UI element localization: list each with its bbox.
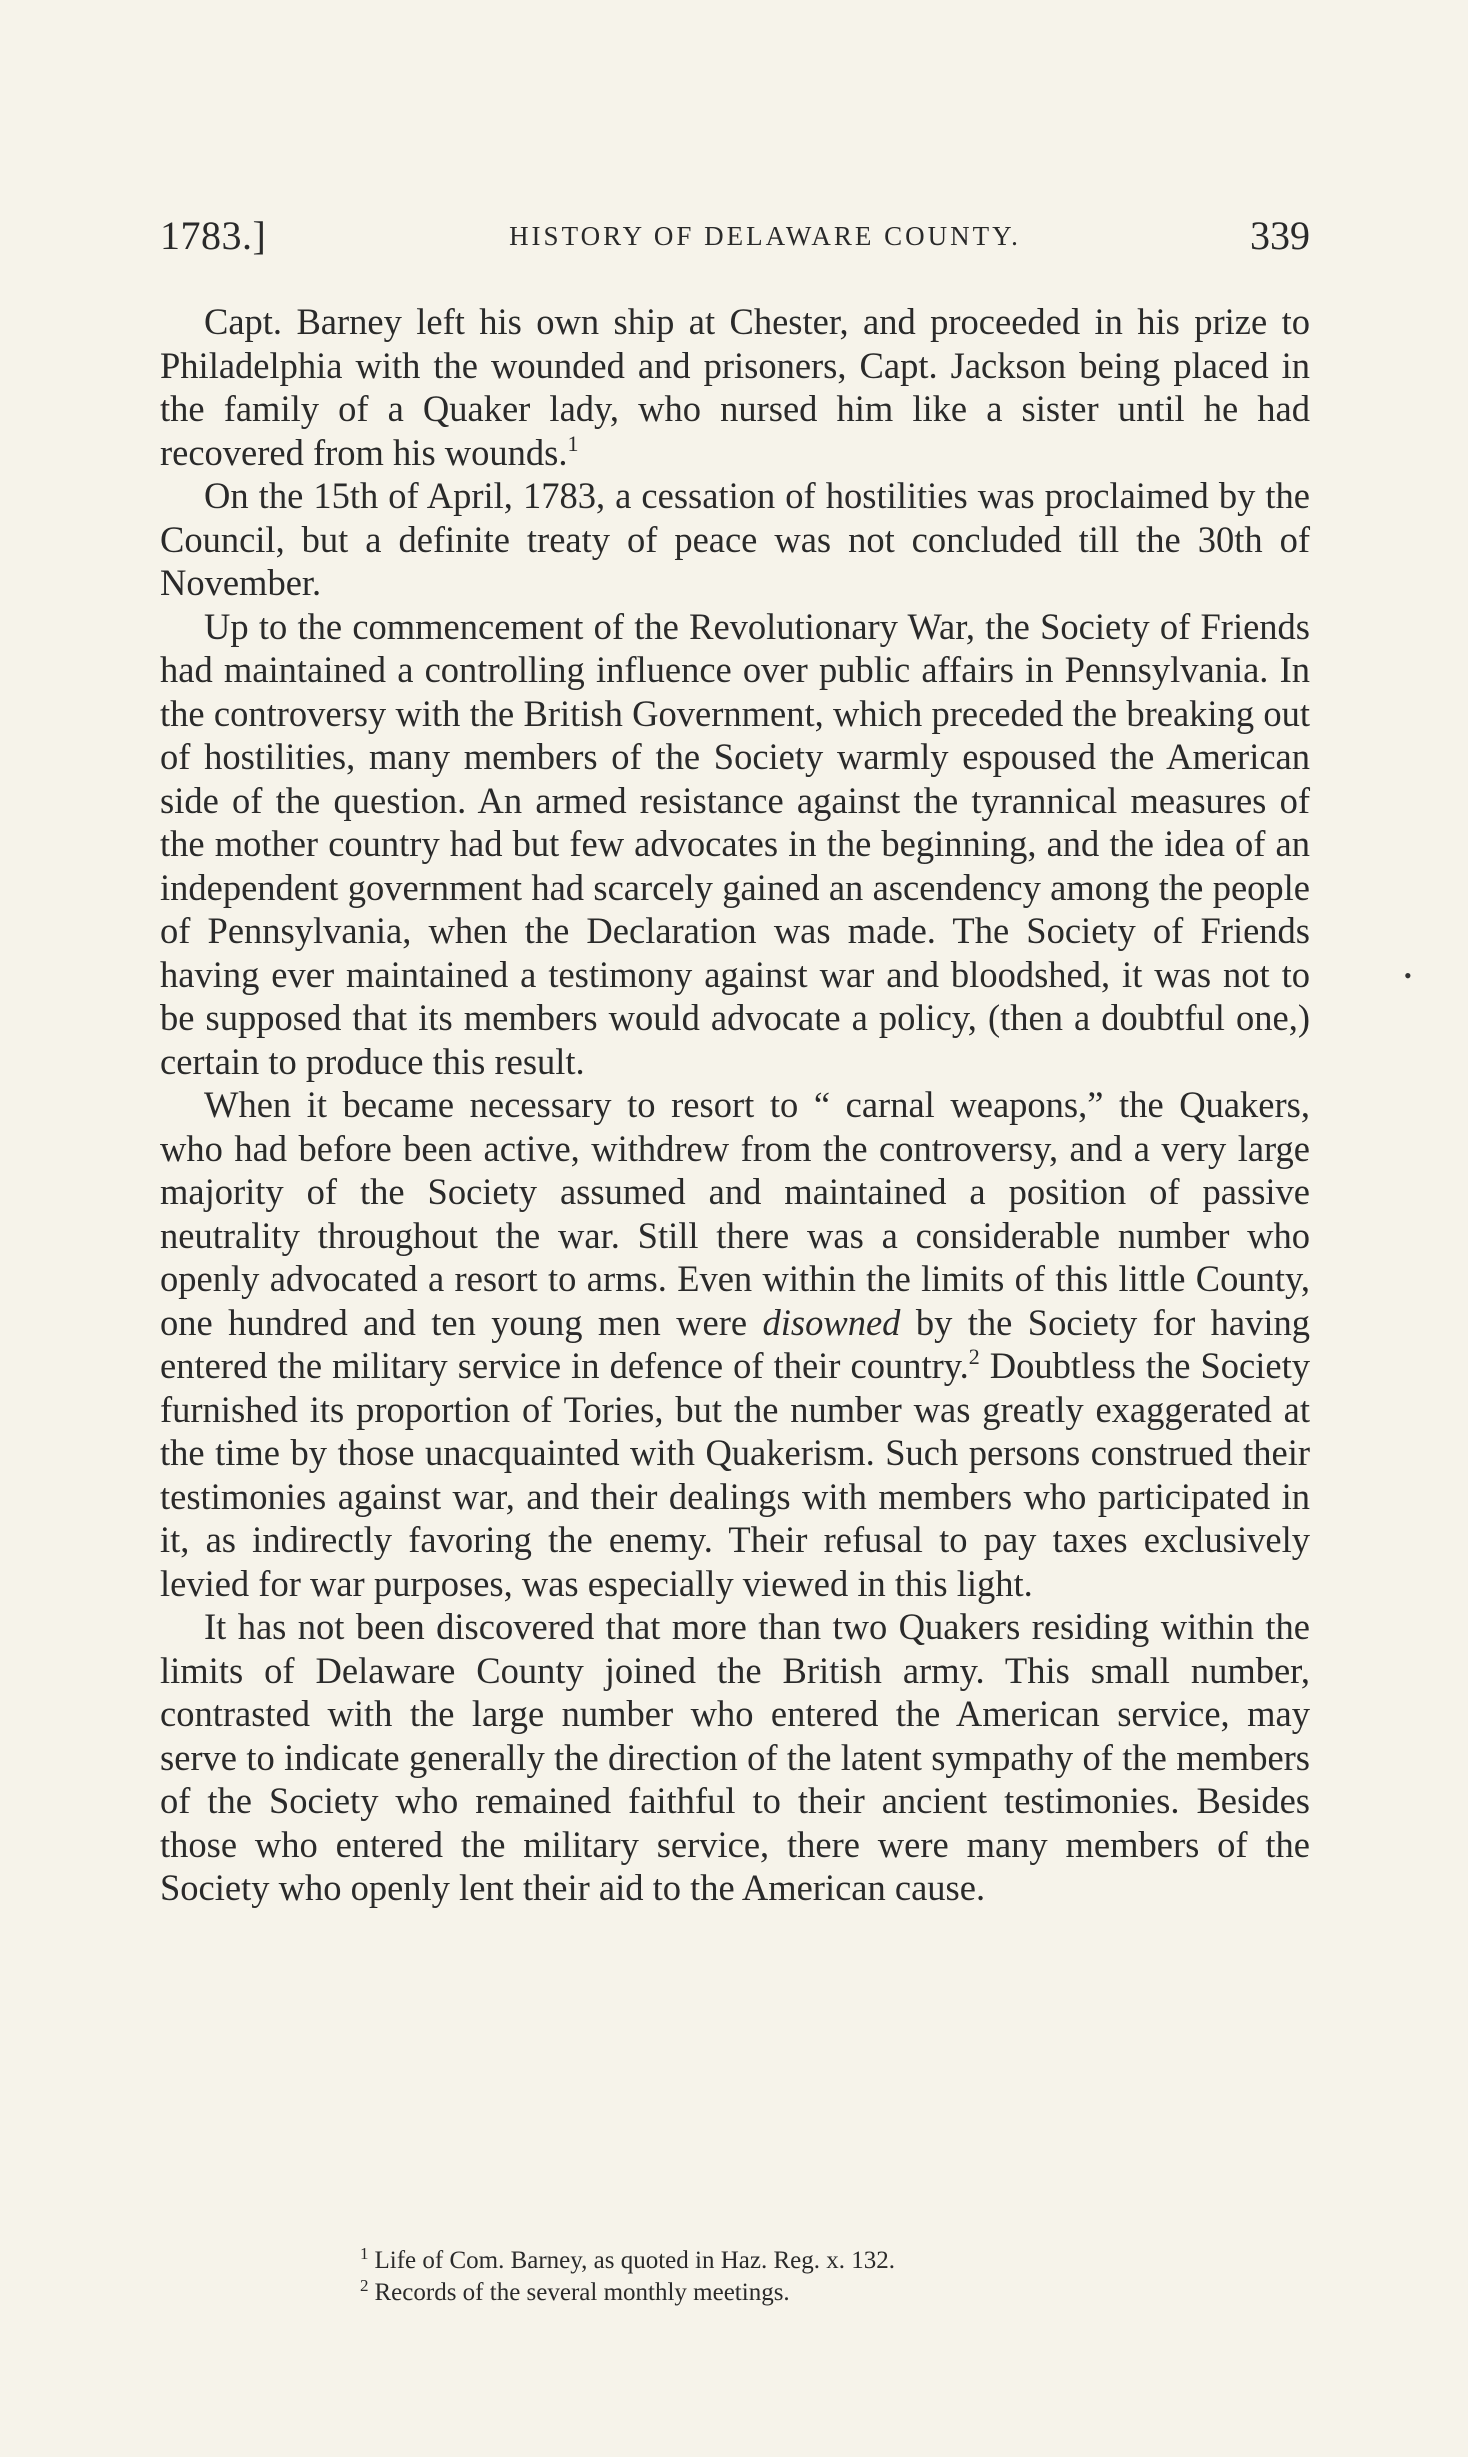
header-title: HISTORY OF DELAWARE COUNTY. (509, 221, 1021, 251)
footnote-marker-1: 1 (360, 2244, 369, 2263)
paragraph-3: Up to the commencement of the Revolutionary War, the Society of Friends had maintained a controlling influence over public affairs in Pennsylvania. In the controversy with the British Government, which preceded the breaking out of hostilities, many members of the Society warmly espoused the American side of the question. An armed resistance against the tyrannical measures of the mother country had but few advocates in the beginning, and the idea of an independent government had scarcely gained an ascendency among the people of Pennsylvania, when the Declaration was made. The Society of Friends having ever maintained a testimony against war and bloodshed, it was not to be supposed that its members would advocate a policy, (then a doubtful one,) certain to produce this result. (160, 605, 1310, 1082)
paragraph-1-text: Capt. Barney left his own ship at Chester, and proceeded in his prize to Philadelphia with the wounded and prisoners, Capt. Jackson being placed in the family of a Quaker lady, who nursed him like a sister until he had recovered from his wounds. (160, 301, 1310, 473)
footnote-text-2: Records of the several monthly meetings. (374, 2279, 790, 2306)
paragraph-4-text-a: When it became necessary to resort to “ carnal weapons,” the Quakers, who had before been active, withdrew from the controversy, and a very large majority of the Society assumed and maintained a position of passive neutrality throughout the war. Still there was a considerable number who openly advocated a resort to arms. Even within the limits of this little County, one hundred and ten young men were (160, 1084, 1310, 1343)
paragraph-4-text-c: Doubtless the Society furnished its proportion of Tories, but the number was greatly exaggerated at the time by those unacquainted with Quakerism. Such persons construed their testimonies against war, and their dealings with members who participated in it, as indirectly favoring the enemy. Their refusal to pay taxes exclusively levied for war purposes, was especially viewed in this light. (160, 1345, 1310, 1604)
page-number: 339 (1250, 213, 1310, 258)
paragraph-5: It has not been discovered that more than two Quakers residing within the limits of Delaware County joined the British army. This small number, contrasted with the large number who entered the American service, may serve to indicate generally the direction of the latent sympathy of the members of the Society who remained faithful to their ancient testimonies. Besides those who entered the military service, there were many members of the Society who openly lent their aid to the American cause. (160, 1606, 1310, 1908)
running-head (160, 212, 1310, 262)
margin-mark: • (1404, 963, 1412, 988)
paragraph-4-text-b: by the Society for having entered the military service in defence of their country. (160, 1301, 1310, 1386)
footnotes (160, 2245, 1310, 2309)
paragraph-4 (160, 1083, 1310, 1605)
italic-word: disowned (762, 1301, 901, 1343)
paragraph-2: On the 15th of April, 1783, a cessation of hostilities was proclaimed by the Council, but a definite treaty of peace was not concluded till the 30th of November. (160, 475, 1310, 603)
footnote-text-1: Life of Com. Barney, as quoted in Haz. Reg. x. 132. (374, 2247, 895, 2274)
paragraph-1 (160, 300, 1310, 474)
footnote-1 (160, 2245, 1310, 2277)
header-year: 1783.] (160, 213, 267, 258)
body-text (160, 300, 1310, 1910)
footnote-marker-2: 2 (360, 2276, 369, 2295)
footnote-2 (160, 2277, 1310, 2309)
footnote-ref-1[interactable]: 1 (567, 430, 579, 456)
footnote-ref-2[interactable]: 2 (968, 1344, 980, 1369)
